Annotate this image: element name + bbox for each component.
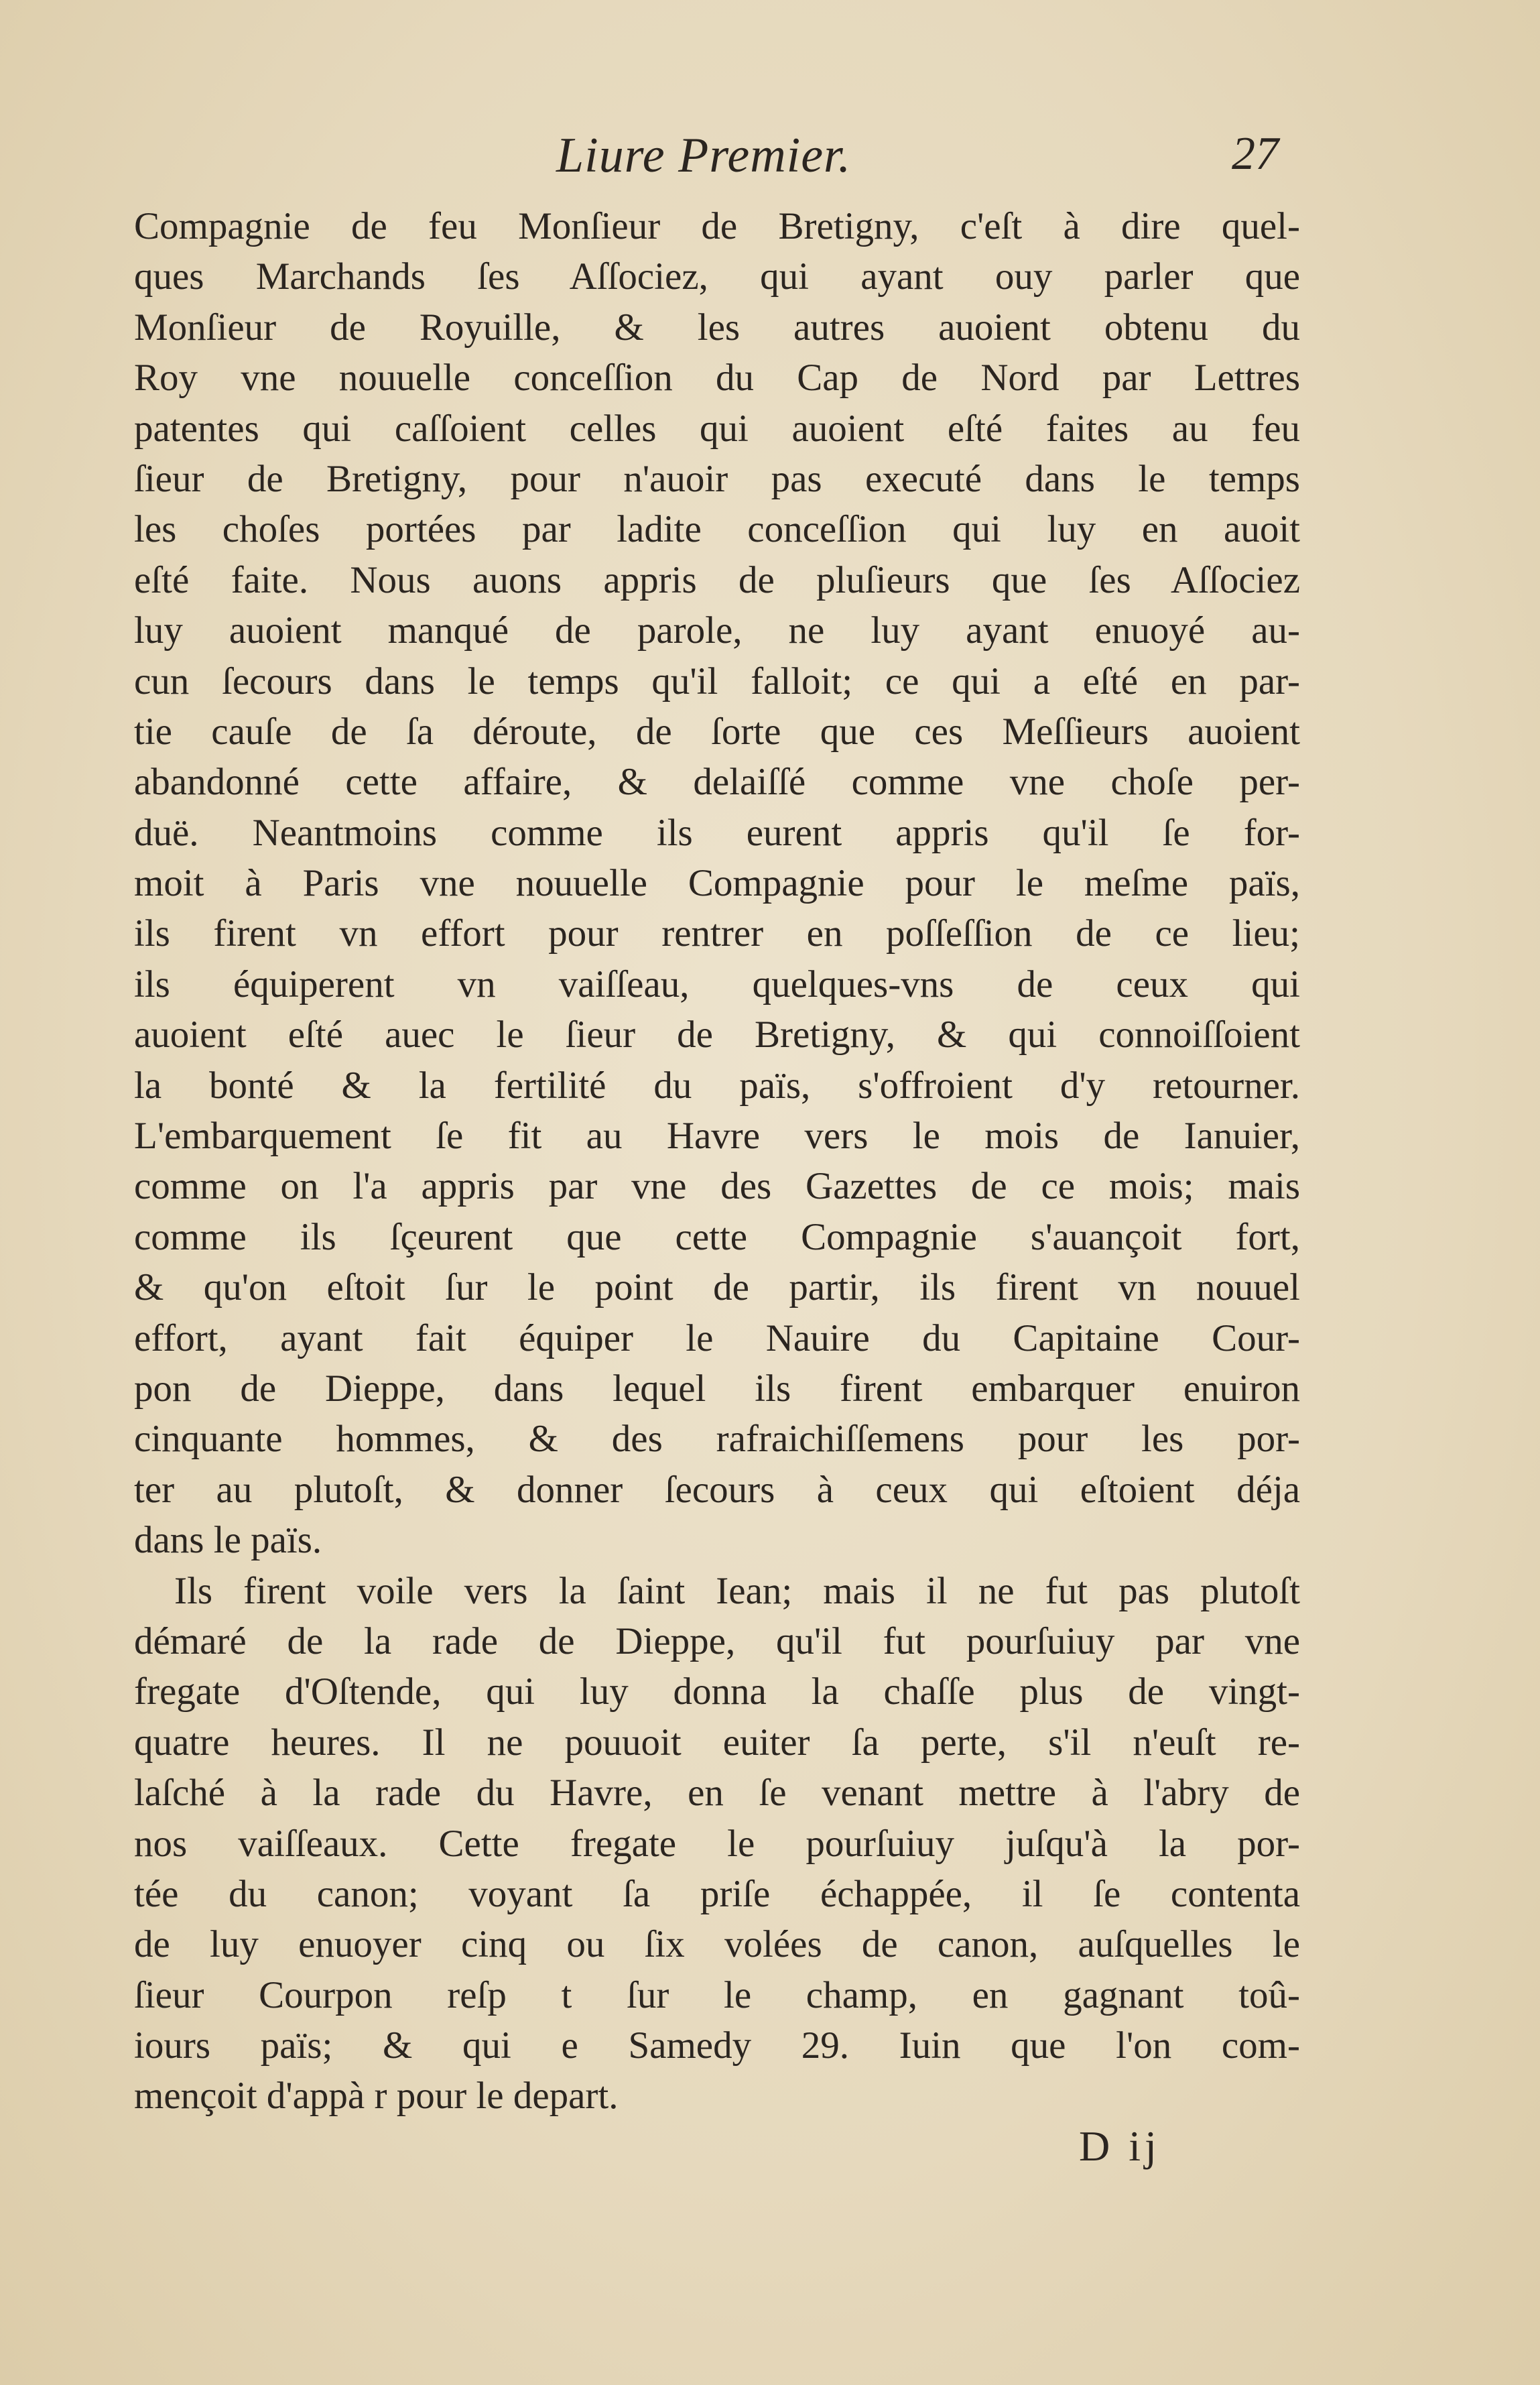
text-line: tie cauſe de ſa déroute, de ſorte que ces Meſſieurs auoient (134, 710, 1300, 753)
text-line: les choſes portées par ladite conceſſion qui luy en auoit (134, 508, 1300, 551)
text-line: ſieur Courpon reſp t ſur le champ, en gagnant toû- (134, 1973, 1300, 2016)
text-line: Monſieur de Royuille, & les autres auoient obtenu du (134, 306, 1300, 349)
text-line: dans le païs. (134, 1519, 322, 1562)
text-line: ils firent vn effort pour rentrer en poſſeſſion de ce lieu; (134, 912, 1300, 955)
text-line: comme ils ſçeurent que cette Compagnie s'auançoit fort, (134, 1215, 1300, 1258)
text-line: & qu'on eſtoit ſur le point de partir, ils firent vn nouuel (134, 1266, 1300, 1309)
text-line: cinquante hommes, & des rafraichiſſemens pour les por- (134, 1418, 1300, 1461)
signature-mark: D ij (1079, 2122, 1161, 2170)
text-line: Roy vne nouuelle conceſſion du Cap de Nord par Lettres (134, 357, 1300, 400)
text-line: iours païs; & qui e Samedy 29. Iuin que l'on com- (134, 2024, 1300, 2067)
page-number: 27 (1232, 128, 1279, 180)
text-line: laſché à la rade du Havre, en ſe venant mettre à l'abry de (134, 1772, 1300, 1815)
text-line: fregate d'Oſtende, qui luy donna la chaſſe plus de vingt- (134, 1670, 1300, 1713)
text-line: quatre heures. Il ne pouuoit euiter ſa perte, s'il n'euſt re- (134, 1721, 1300, 1764)
text-line: effort, ayant fait équiper le Nauire du Capitaine Cour- (134, 1317, 1300, 1359)
text-line: comme on l'a appris par vne des Gazettes de ce mois; mais (134, 1165, 1300, 1208)
text-line: mençoit d'appà r pour le depart. (134, 2075, 619, 2118)
text-line: Ils firent voile vers la ſaint Iean; mais il ne fut pas plutoſt (174, 1569, 1300, 1612)
text-line: L'embarquement ſe fit au Havre vers le mois de Ianuier, (134, 1115, 1300, 1158)
text-line: auoient eſté auec le ſieur de Bretigny, & qui connoiſſoient (134, 1014, 1300, 1056)
text-line: ſieur de Bretigny, pour n'auoir pas executé dans le temps (134, 457, 1300, 500)
text-line: de luy enuoyer cinq ou ſix volées de canon, auſquelles le (134, 1923, 1300, 1966)
running-head (0, 127, 1540, 188)
text-line: abandonné cette affaire, & delaiſſé comme vne choſe per- (134, 761, 1300, 804)
text-line: luy auoient manqué de parole, ne luy ayant enuoyé au- (134, 609, 1300, 652)
text-line: ter au plutoſt, & donner ſecours à ceux qui eſtoient déja (134, 1468, 1300, 1511)
running-title: Liure Premier. (556, 128, 852, 183)
text-line: tée du canon; voyant ſa priſe échappée, il ſe contenta (134, 1872, 1300, 1915)
text-line: eſté faite. Nous auons appris de pluſieurs que ſes Aſſociez (134, 558, 1300, 601)
text-line: Compagnie de feu Monſieur de Bretigny, c'eſt à dire quel- (134, 205, 1300, 247)
text-line: démaré de la rade de Dieppe, qu'il fut pourſuiuy par vne (134, 1619, 1300, 1662)
text-line: ils équiperent vn vaiſſeau, quelques-vns de ceux qui (134, 963, 1300, 1005)
text-line: patentes qui caſſoient celles qui auoient eſté faites au feu (134, 407, 1300, 450)
text-line: duë. Neantmoins comme ils eurent appris qu'il ſe for- (134, 811, 1300, 854)
text-line: pon de Dieppe, dans lequel ils firent embarquer enuiron (134, 1367, 1300, 1410)
text-line: moit à Paris vne nouuelle Compagnie pour le meſme païs, (134, 862, 1300, 905)
text-line: nos vaiſſeaux. Cette fregate le pourſuiuy juſqu'à la por- (134, 1822, 1300, 1865)
text-line: ques Marchands ſes Aſſociez, qui ayant ouy parler que (134, 255, 1300, 298)
body-text (134, 201, 1300, 2122)
text-line: cun ſecours dans le temps qu'il falloit; ce qui a eſté en par- (134, 660, 1300, 702)
text-line: la bonté & la fertilité du païs, s'offroient d'y retourner. (134, 1064, 1300, 1107)
